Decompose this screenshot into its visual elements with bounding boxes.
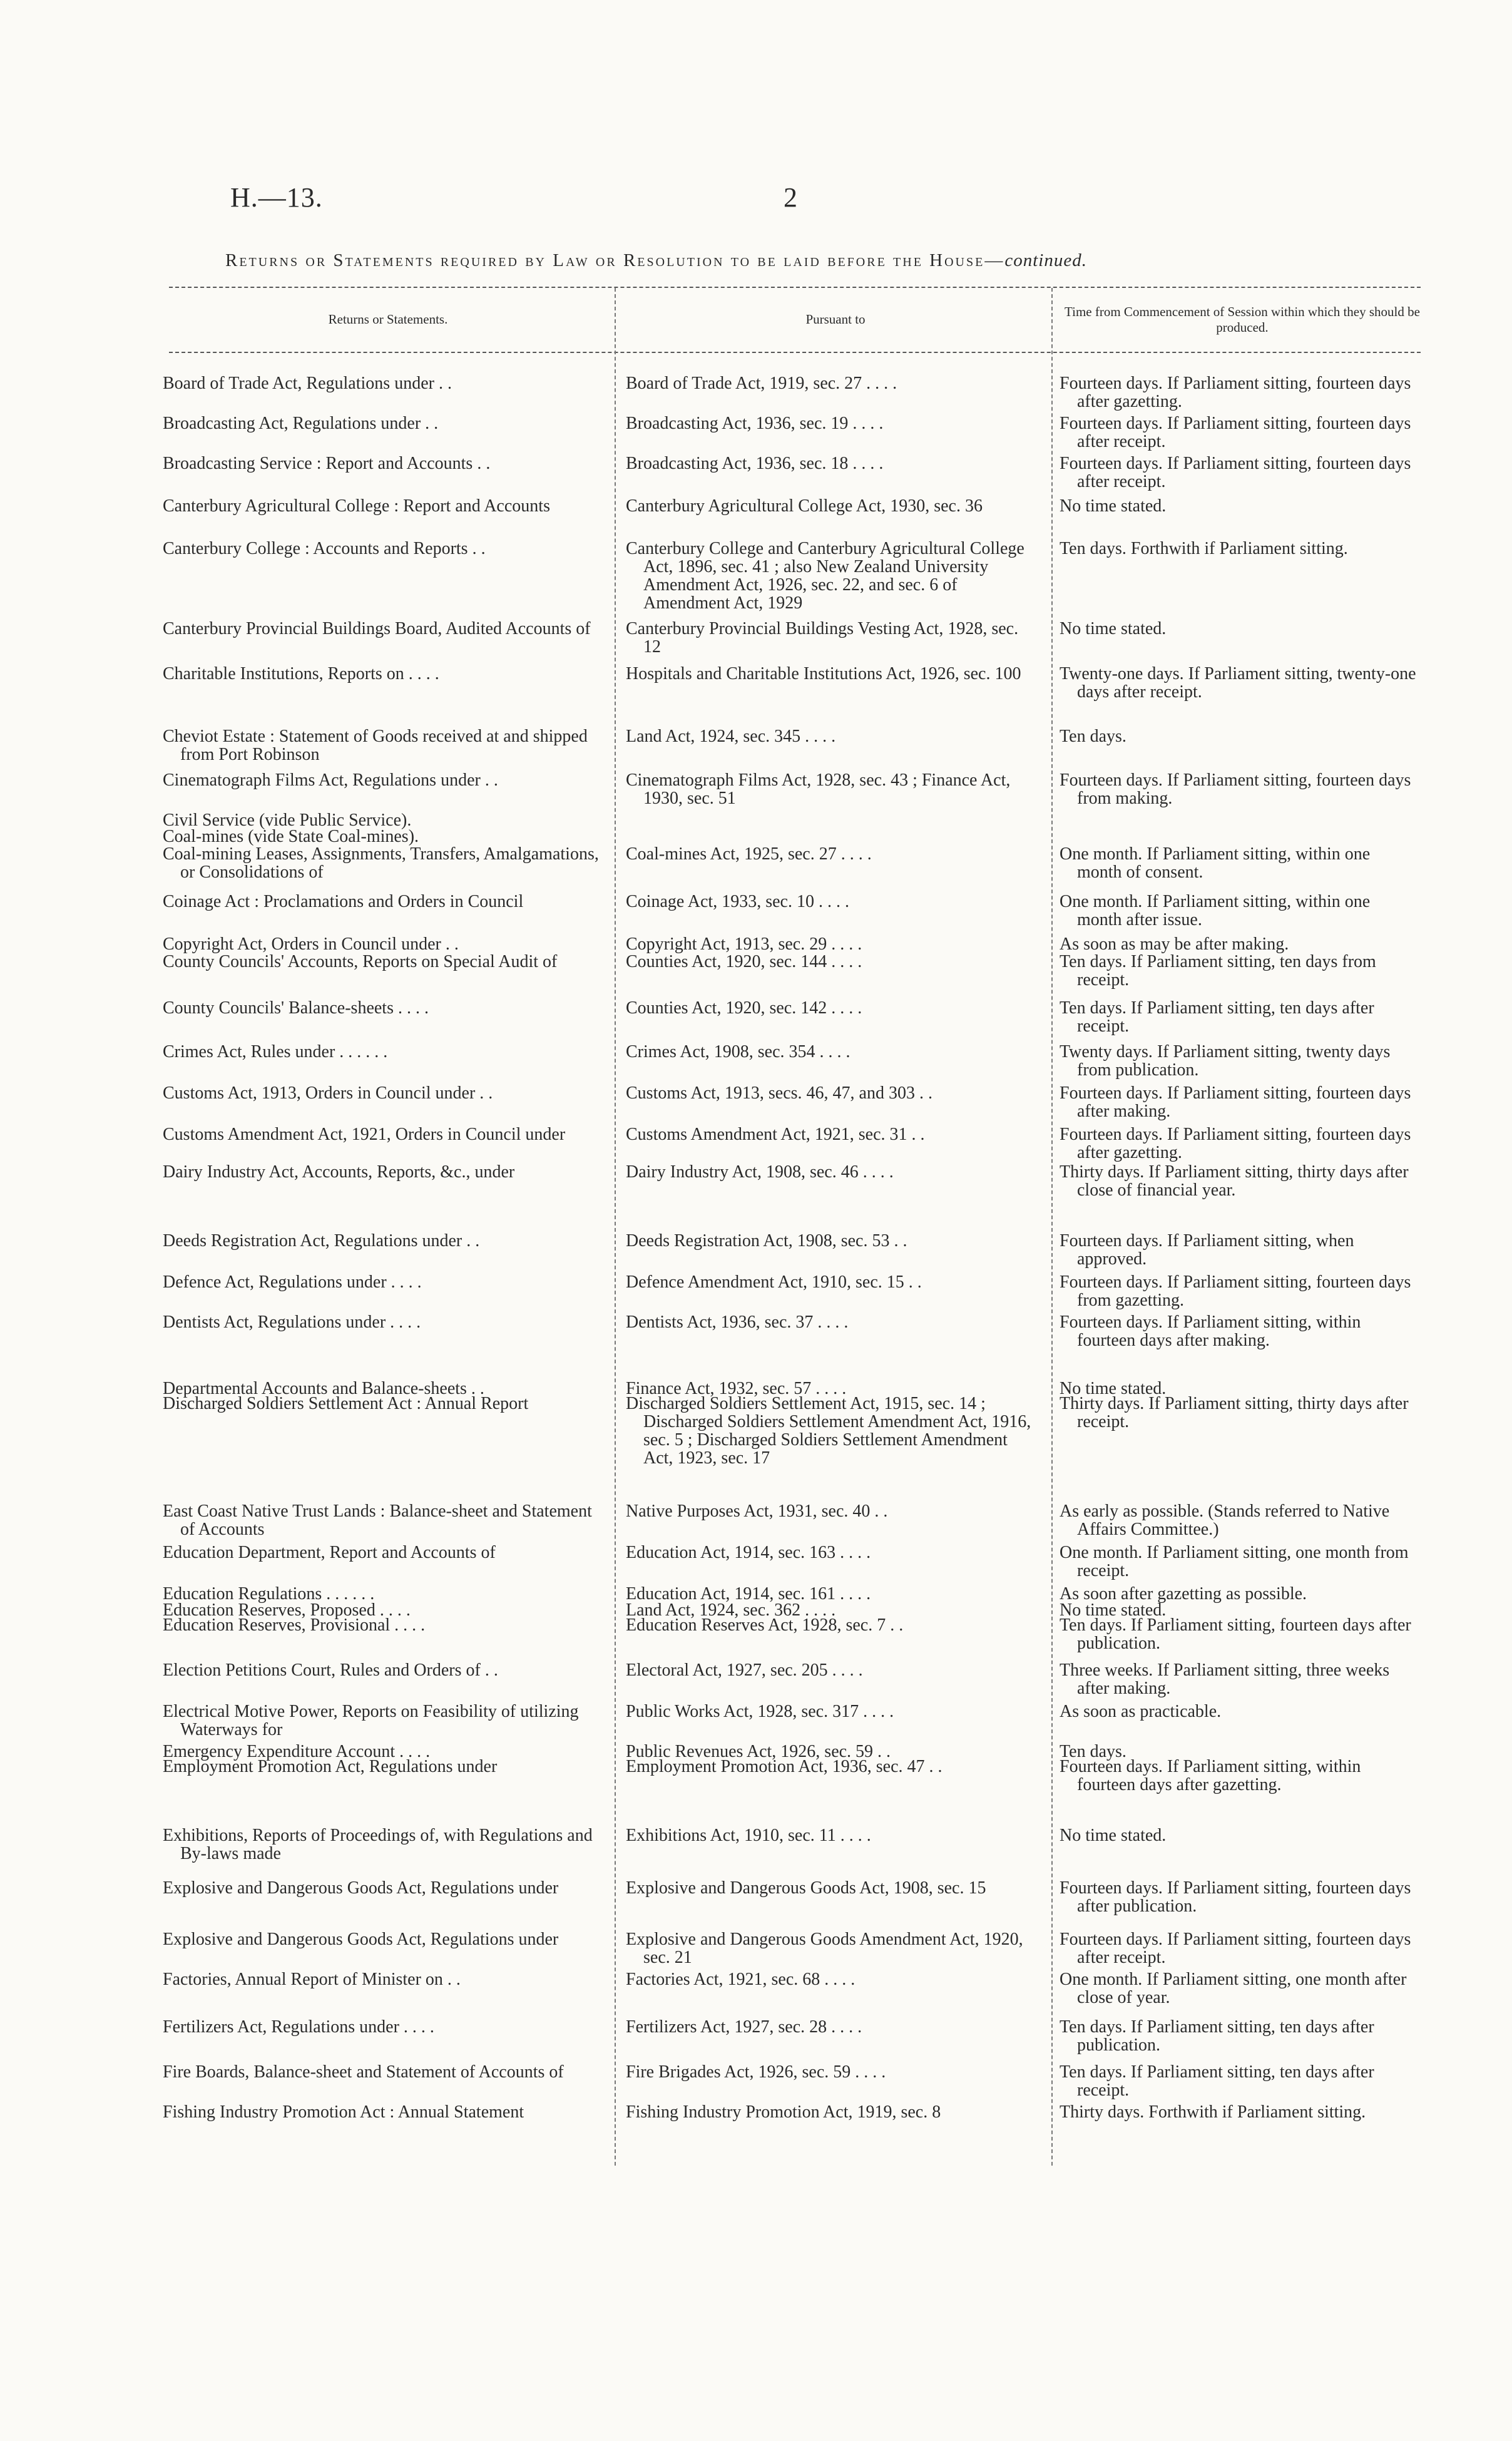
pursuant-cell: Electoral Act, 1927, sec. 205 . . . . (626, 1661, 863, 1680)
pursuant-cell: Native Purposes Act, 1931, sec. 40 . . (626, 1502, 888, 1521)
time-cell: Three weeks. If Parliament sitting, three weeks after making. (1060, 1661, 1390, 1698)
returns-cell: Explosive and Dangerous Goods Act, Regulations under (163, 1878, 559, 1898)
pursuant-cell: Customs Act, 1913, secs. 46, 47, and 303 . . (626, 1083, 932, 1103)
returns-cell: County Councils' Accounts, Reports on Special Audit of (163, 952, 558, 971)
returns-cell: Civil Service (vide Public Service). (163, 811, 412, 830)
time-cell: Fourteen days. If Parliament sitting, fourteen days after gazetting. (1060, 374, 1411, 411)
time-cell: Ten days. (1060, 1742, 1126, 1761)
pursuant-cell: Hospitals and Charitable Institutions Act, 1926, sec. 100 (626, 664, 1021, 683)
pursuant-cell: Education Act, 1914, sec. 163 . . . . (626, 1543, 871, 1562)
pursuant-cell: Coal-mines Act, 1925, sec. 27 . . . . (626, 844, 872, 864)
returns-cell: Dairy Industry Act, Accounts, Reports, &c., under (163, 1162, 515, 1182)
column-header-time: Time from Commencement of Session within which they should be produced. (1065, 304, 1420, 335)
time-cell: Fourteen days. If Parliament sitting, within fourteen days after making. (1060, 1313, 1361, 1350)
returns-cell: Discharged Soldiers Settlement Act : Annual Report (163, 1394, 529, 1413)
pursuant-cell: Discharged Soldiers Settlement Act, 1915, sec. 14 ; Discharged Soldiers Settlement Amendment Act, 1916, sec. 5 ; Discharged Soldiers Settlement Amendment Act, 1923, sec. 17 (626, 1394, 1031, 1468)
time-cell: As soon as practicable. (1060, 1702, 1222, 1721)
returns-cell: Canterbury Provincial Buildings Board, Audited Accounts of (163, 619, 591, 638)
returns-cell: Election Petitions Court, Rules and Orders of . . (163, 1661, 498, 1680)
pursuant-cell: Fire Brigades Act, 1926, sec. 59 . . . . (626, 2062, 886, 2082)
time-cell: Twenty days. If Parliament sitting, twenty days from publication. (1060, 1042, 1391, 1080)
time-cell: As soon as may be after making. (1060, 934, 1289, 954)
time-cell: Thirty days. If Parliament sitting, thirty days after close of financial year. (1060, 1162, 1409, 1200)
returns-cell: Canterbury Agricultural College : Report and Accounts (163, 496, 550, 516)
pursuant-cell: Land Act, 1924, sec. 362 . . . . (626, 1600, 836, 1620)
time-cell: As soon after gazetting as possible. (1060, 1584, 1307, 1604)
pursuant-cell: Board of Trade Act, 1919, sec. 27 . . . . (626, 374, 897, 393)
pursuant-cell: Deeds Registration Act, 1908, sec. 53 . . (626, 1231, 907, 1251)
time-cell: Ten days. If Parliament sitting, ten days after receipt. (1060, 2062, 1374, 2100)
page-number: 2 (784, 182, 797, 213)
pursuant-cell: Crimes Act, 1908, sec. 354 . . . . (626, 1042, 850, 1062)
time-cell: Ten days. If Parliament sitting, fourteen days after publication. (1060, 1615, 1411, 1653)
returns-cell: Dentists Act, Regulations under . . . . (163, 1313, 421, 1332)
returns-cell: Coal-mining Leases, Assignments, Transfers, Amalgamations, or Consolidations of (163, 844, 599, 882)
time-cell: One month. If Parliament sitting, one month from receipt. (1060, 1543, 1409, 1580)
pursuant-cell: Broadcasting Act, 1936, sec. 18 . . . . (626, 454, 884, 473)
pursuant-cell: Explosive and Dangerous Goods Amendment Act, 1920, sec. 21 (626, 1930, 1023, 1967)
time-cell: Fourteen days. If Parliament sitting, fourteen days after publication. (1060, 1878, 1411, 1916)
time-cell: Fourteen days. If Parliament sitting, fourteen days from gazetting. (1060, 1272, 1411, 1310)
pursuant-cell: Finance Act, 1932, sec. 57 . . . . (626, 1379, 847, 1398)
pursuant-cell: Broadcasting Act, 1936, sec. 19 . . . . (626, 414, 884, 433)
time-cell: Fourteen days. If Parliament sitting, fourteen days from making. (1060, 770, 1411, 808)
pursuant-cell: Customs Amendment Act, 1921, sec. 31 . . (626, 1125, 925, 1144)
time-cell: One month. If Parliament sitting, within one month after issue. (1060, 892, 1371, 929)
time-cell: Fourteen days. If Parliament sitting, when approved. (1060, 1231, 1354, 1269)
returns-cell: Board of Trade Act, Regulations under . . (163, 374, 452, 393)
header-rule-bottom (169, 352, 1421, 353)
pursuant-cell: Employment Promotion Act, 1936, sec. 47 . . (626, 1757, 942, 1776)
table-title-text: Returns or Statements required by Law or Resolution to be laid before the House— (225, 250, 1005, 270)
returns-cell: Departmental Accounts and Balance-sheets . . (163, 1379, 484, 1398)
time-cell: Fourteen days. If Parliament sitting, within fourteen days after gazetting. (1060, 1757, 1361, 1794)
column-header-pursuant: Pursuant to (805, 312, 866, 327)
time-cell: One month. If Parliament sitting, within one month of consent. (1060, 844, 1371, 882)
pursuant-cell: Education Reserves Act, 1928, sec. 7 . . (626, 1615, 904, 1635)
column-divider-1 (615, 288, 616, 2166)
returns-cell: Crimes Act, Rules under . . . . . . (163, 1042, 388, 1062)
returns-cell: Factories, Annual Report of Minister on . . (163, 1970, 461, 1989)
pursuant-cell: Dairy Industry Act, 1908, sec. 46 . . . . (626, 1162, 894, 1182)
pursuant-cell: Counties Act, 1920, sec. 142 . . . . (626, 998, 862, 1018)
pursuant-cell: Dentists Act, 1936, sec. 37 . . . . (626, 1313, 849, 1332)
pursuant-cell: Cinematograph Films Act, 1928, sec. 43 ; Finance Act, 1930, sec. 51 (626, 770, 1011, 808)
returns-cell: Electrical Motive Power, Reports on Feasibility of utilizing Waterways for (163, 1702, 579, 1739)
returns-cell: Charitable Institutions, Reports on . . . . (163, 664, 439, 683)
time-cell: No time stated. (1060, 619, 1167, 638)
returns-cell: Copyright Act, Orders in Council under . . (163, 934, 459, 954)
returns-cell: Broadcasting Act, Regulations under . . (163, 414, 439, 433)
time-cell: No time stated. (1060, 1826, 1167, 1845)
time-cell: Ten days. Forthwith if Parliament sitting. (1060, 539, 1348, 558)
returns-cell: County Councils' Balance-sheets . . . . (163, 998, 429, 1018)
time-cell: As early as possible. (Stands referred to Native Affairs Committee.) (1060, 1502, 1390, 1539)
time-cell: Fourteen days. If Parliament sitting, fourteen days after gazetting. (1060, 1125, 1411, 1162)
returns-cell: East Coast Native Trust Lands : Balance-sheet and Statement of Accounts (163, 1502, 592, 1539)
returns-cell: Education Regulations . . . . . . (163, 1584, 375, 1604)
pursuant-cell: Defence Amendment Act, 1910, sec. 15 . . (626, 1272, 922, 1292)
header-rule-top (169, 287, 1421, 288)
time-cell: Fourteen days. If Parliament sitting, fourteen days after receipt. (1060, 414, 1411, 451)
time-cell: Fourteen days. If Parliament sitting, fourteen days after receipt. (1060, 1930, 1411, 1967)
time-cell: Thirty days. Forthwith if Parliament sitting. (1060, 2102, 1366, 2122)
document-reference: H.—13. (230, 182, 323, 213)
time-cell: No time stated. (1060, 1600, 1167, 1620)
pursuant-cell: Fertilizers Act, 1927, sec. 28 . . . . (626, 2017, 862, 2037)
time-cell: Ten days. (1060, 727, 1126, 746)
time-cell: Fourteen days. If Parliament sitting, fourteen days after making. (1060, 1083, 1411, 1121)
pursuant-cell: Factories Act, 1921, sec. 68 . . . . (626, 1970, 856, 1989)
time-cell: No time stated. (1060, 1379, 1167, 1398)
time-cell: Ten days. If Parliament sitting, ten days from receipt. (1060, 952, 1376, 990)
returns-cell: Customs Act, 1913, Orders in Council under . . (163, 1083, 493, 1103)
time-cell: Ten days. If Parliament sitting, ten days after publication. (1060, 2017, 1374, 2055)
returns-cell: Education Reserves, Provisional . . . . (163, 1615, 426, 1635)
pursuant-cell: Counties Act, 1920, sec. 144 . . . . (626, 952, 862, 971)
pursuant-cell: Canterbury College and Canterbury Agricultural College Act, 1896, sec. 41 ; also New Zealand University Amendment Act, 1926, sec. 22, and sec. 6 of Amendment Act, 1929 (626, 539, 1024, 613)
pursuant-cell: Public Revenues Act, 1926, sec. 59 . . (626, 1742, 891, 1761)
time-cell: Thirty days. If Parliament sitting, thirty days after receipt. (1060, 1394, 1409, 1431)
pursuant-cell: Coinage Act, 1933, sec. 10 . . . . (626, 892, 849, 911)
returns-cell: Education Department, Report and Accounts of (163, 1543, 496, 1562)
column-divider-2 (1051, 288, 1053, 2166)
returns-cell: Fire Boards, Balance-sheet and Statement of Accounts of (163, 2062, 564, 2082)
returns-cell: Emergency Expenditure Account . . . . (163, 1742, 431, 1761)
pursuant-cell: Copyright Act, 1913, sec. 29 . . . . (626, 934, 862, 954)
pursuant-cell: Education Act, 1914, sec. 161 . . . . (626, 1584, 871, 1604)
returns-cell: Broadcasting Service : Report and Accounts . . (163, 454, 491, 473)
pursuant-cell: Canterbury Agricultural College Act, 1930, sec. 36 (626, 496, 983, 516)
returns-cell: Cinematograph Films Act, Regulations under . . (163, 770, 498, 790)
returns-cell: Employment Promotion Act, Regulations under (163, 1757, 498, 1776)
column-header-returns: Returns or Statements. (328, 312, 448, 327)
time-cell: One month. If Parliament sitting, one month after close of year. (1060, 1970, 1407, 2007)
returns-cell: Defence Act, Regulations under . . . . (163, 1272, 422, 1292)
returns-cell: Coal-mines (vide State Coal-mines). (163, 827, 419, 846)
returns-cell: Coinage Act : Proclamations and Orders in Council (163, 892, 524, 911)
returns-cell: Education Reserves, Proposed . . . . (163, 1600, 411, 1620)
returns-cell: Explosive and Dangerous Goods Act, Regulations under (163, 1930, 559, 1949)
table-title-suffix: continued. (1004, 250, 1087, 270)
time-cell: Fourteen days. If Parliament sitting, fourteen days after receipt. (1060, 454, 1411, 491)
returns-cell: Fishing Industry Promotion Act : Annual Statement (163, 2102, 524, 2122)
time-cell: Twenty-one days. If Parliament sitting, twenty-one days after receipt. (1060, 664, 1416, 702)
returns-cell: Deeds Registration Act, Regulations under . . (163, 1231, 480, 1251)
time-cell: No time stated. (1060, 496, 1167, 516)
returns-cell: Canterbury College : Accounts and Reports . . (163, 539, 486, 558)
returns-cell: Cheviot Estate : Statement of Goods received at and shipped from Port Robinson (163, 727, 588, 764)
pursuant-cell: Public Works Act, 1928, sec. 317 . . . . (626, 1702, 894, 1721)
table-title (225, 250, 1414, 271)
returns-cell: Exhibitions, Reports of Proceedings of, with Regulations and By-laws made (163, 1826, 593, 1863)
returns-cell: Fertilizers Act, Regulations under . . . . (163, 2017, 434, 2037)
pursuant-cell: Exhibitions Act, 1910, sec. 11 . . . . (626, 1826, 871, 1845)
pursuant-cell: Canterbury Provincial Buildings Vesting Act, 1928, sec. 12 (626, 619, 1019, 657)
returns-cell: Customs Amendment Act, 1921, Orders in Council under (163, 1125, 566, 1144)
pursuant-cell: Explosive and Dangerous Goods Act, 1908, sec. 15 (626, 1878, 986, 1898)
pursuant-cell: Fishing Industry Promotion Act, 1919, sec. 8 (626, 2102, 941, 2122)
time-cell: Ten days. If Parliament sitting, ten days after receipt. (1060, 998, 1374, 1036)
pursuant-cell: Land Act, 1924, sec. 345 . . . . (626, 727, 836, 746)
